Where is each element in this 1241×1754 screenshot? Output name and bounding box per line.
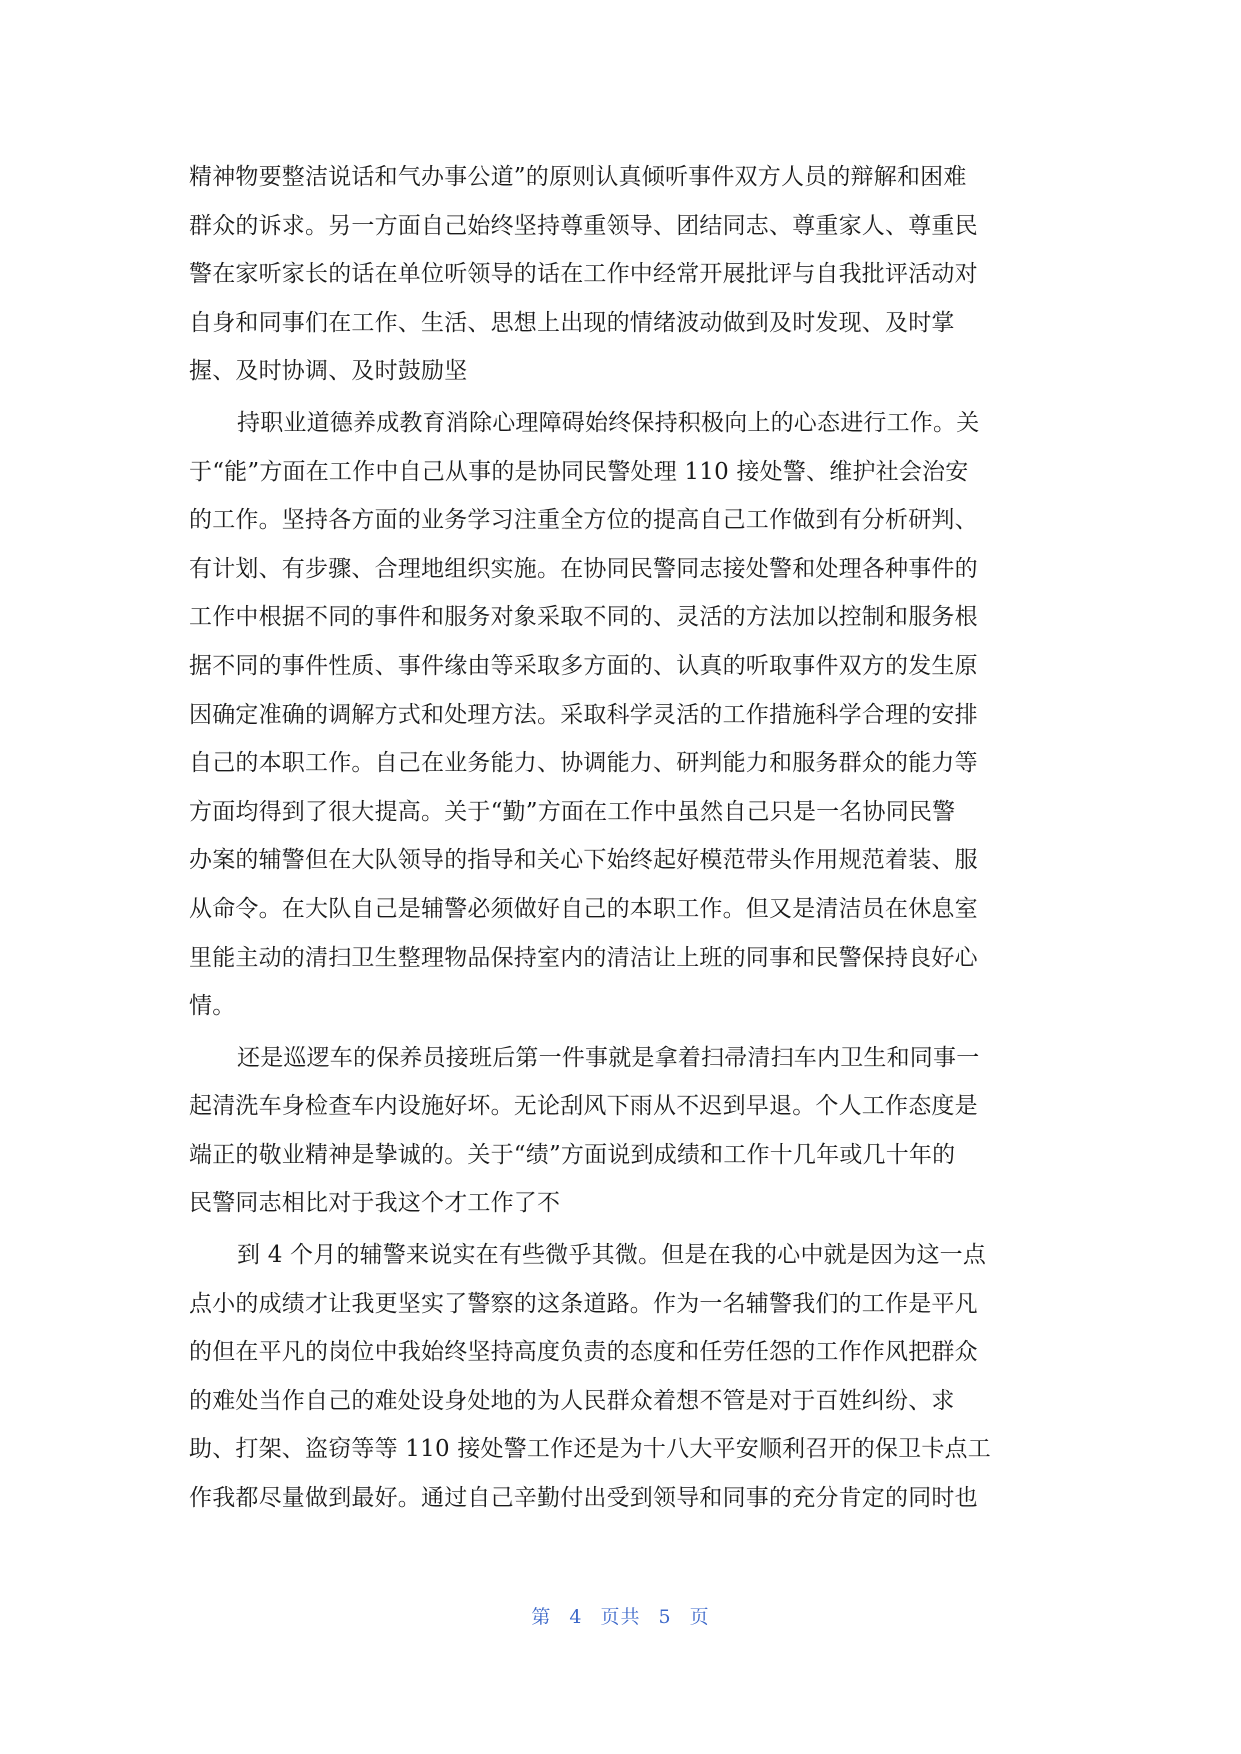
footer-prefix: 第 bbox=[531, 1606, 552, 1628]
text-line: 民警同志相比对于我这个才工作了不 bbox=[189, 1190, 561, 1217]
document-body bbox=[189, 153, 1049, 1523]
text-line: 方面均得到了很大提高。关于“勤”方面在工作中虽然自己只是一名协同民警 bbox=[189, 798, 956, 825]
text-line: 助、打架、盗窃等等 110 接处警工作还是为十八大平安顺利召开的保卫卡点工 bbox=[189, 1436, 991, 1463]
text-line: 里能主动的清扫卫生整理物品保持室内的清洁让上班的同事和民警保持良好心 bbox=[189, 944, 978, 971]
text-line: 起清洗车身检查车内设施好坏。无论刮风下雨从不迟到早退。个人工作态度是 bbox=[189, 1093, 978, 1120]
footer-middle: 页共 bbox=[600, 1606, 641, 1628]
text-line: 有计划、有步骤、合理地组织实施。在协同民警同志接处警和处理各种事件的 bbox=[189, 555, 978, 582]
paragraph-start-line: 到 4 个月的辅警来说实在有些微乎其微。但是在我的心中就是因为这一点 bbox=[237, 1242, 987, 1269]
text-line: 的难处当作自己的难处设身处地的为人民群众着想不管是对于百姓纠纷、求 bbox=[189, 1387, 955, 1414]
text-line: 情。 bbox=[189, 993, 236, 1020]
text-line: 握、及时协调、及时鼓励坚 bbox=[189, 358, 468, 385]
current-page-number: 4 bbox=[569, 1606, 583, 1628]
total-page-count: 5 bbox=[658, 1606, 672, 1628]
text-line: 因确定准确的调解方式和处理方法。采取科学灵活的工作措施科学合理的安排 bbox=[189, 701, 978, 728]
text-line: 警在家听家长的话在单位听领导的话在工作中经常开展批评与自我批评活动对 bbox=[189, 261, 978, 288]
text-line: 精神物要整洁说话和气办事公道”的原则认真倾听事件双方人员的辩解和困难 bbox=[189, 164, 967, 190]
text-line: 自己的本职工作。自己在业务能力、协调能力、研判能力和服务群众的能力等 bbox=[189, 750, 978, 777]
paragraph-start-line: 还是巡逻车的保养员接班后第一件事就是拿着扫帚清扫车内卫生和同事一 bbox=[237, 1044, 980, 1071]
text-line: 的但在平凡的岗位中我始终坚持高度负责的态度和任劳任怨的工作作风把群众 bbox=[189, 1339, 978, 1366]
text-line: 从命令。在大队自己是辅警必须做好自己的本职工作。但又是清洁员在休息室 bbox=[189, 895, 978, 922]
text-line: 工作中根据不同的事件和服务对象采取不同的、灵活的方法加以控制和服务根 bbox=[189, 604, 978, 631]
text-line: 点小的成绩才让我更坚实了警察的这条道路。作为一名辅警我们的工作是平凡 bbox=[189, 1290, 978, 1317]
text-line: 的工作。坚持各方面的业务学习注重全方位的提高自己工作做到有分析研判、 bbox=[189, 507, 978, 534]
paragraph-start-line: 持职业道德养成教育消除心理障碍始终保持积极向上的心态进行工作。关 bbox=[237, 409, 980, 436]
footer-suffix: 页 bbox=[689, 1606, 710, 1628]
text-line: 自身和同事们在工作、生活、思想上出现的情绪波动做到及时发现、及时掌 bbox=[189, 309, 955, 336]
text-line: 作我都尽量做到最好。通过自己辛勤付出受到领导和同事的充分肯定的同时也 bbox=[189, 1485, 978, 1512]
text-line: 群众的诉求。另一方面自己始终坚持尊重领导、团结同志、尊重家人、尊重民 bbox=[189, 212, 978, 239]
page-footer bbox=[0, 1602, 1241, 1629]
text-line: 办案的辅警但在大队领导的指导和关心下始终起好模范带头作用规范着装、服 bbox=[189, 847, 978, 874]
text-line: 端正的敬业精神是挚诚的。关于“绩”方面说到成绩和工作十几年或几十年的 bbox=[189, 1141, 956, 1168]
text-line: 据不同的事件性质、事件缘由等采取多方面的、认真的听取事件双方的发生原 bbox=[189, 652, 978, 679]
text-line: 于“能”方面在工作中自己从事的是协同民警处理 110 接处警、维护社会治安 bbox=[189, 458, 969, 485]
